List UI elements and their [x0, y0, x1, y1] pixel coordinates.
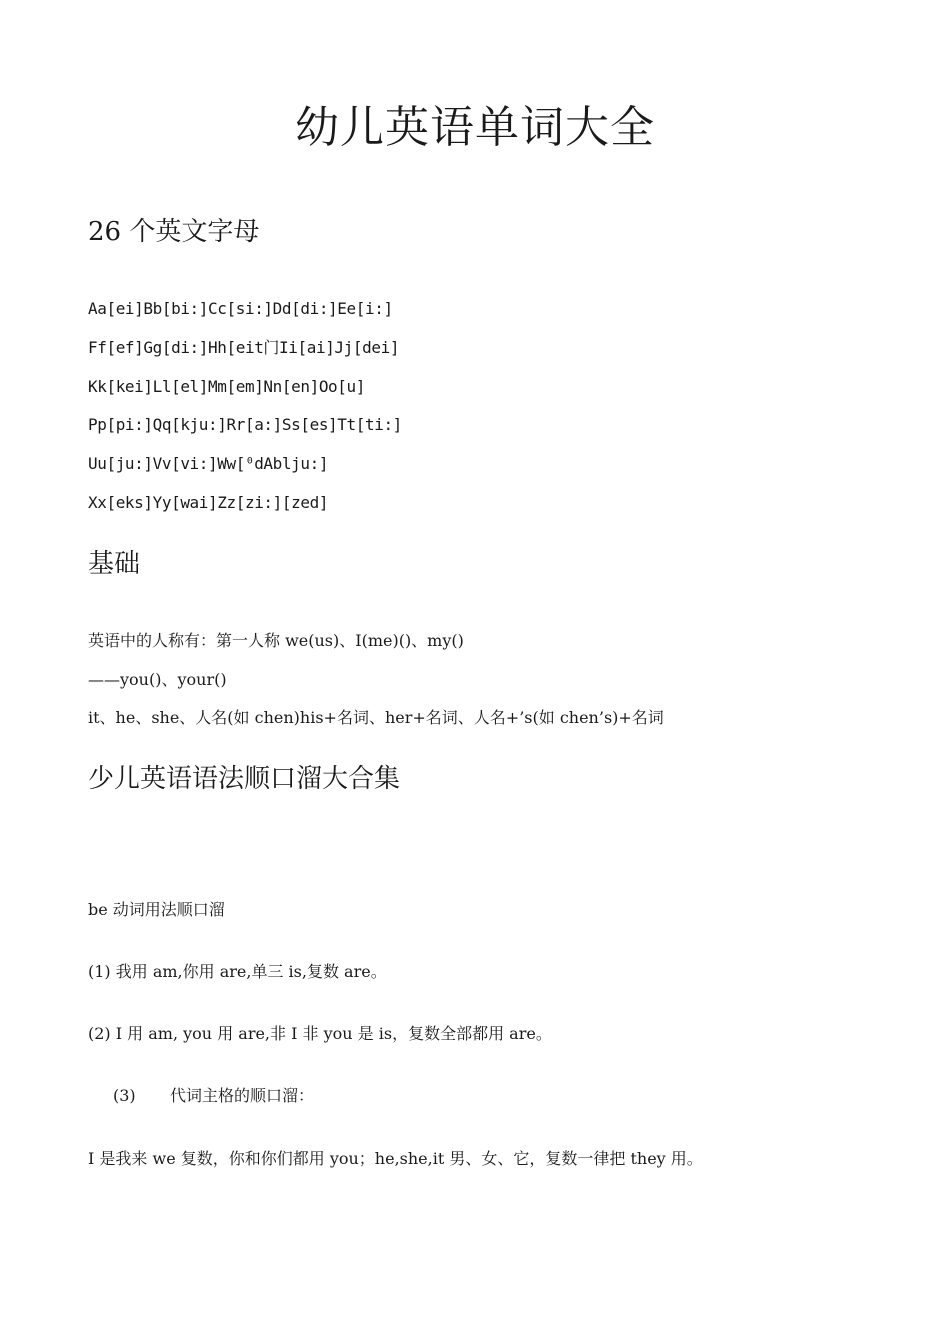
- alphabet-line: Uu[ju:]Vv[vi:]Ww[⁰dAblju:]: [88, 454, 329, 473]
- document-title: 幼儿英语单词大全: [295, 102, 655, 153]
- rhyme-item-3-text: 代词主格的顺口溜：: [170, 1086, 315, 1105]
- rhyme-item-2: (2) I 用 am, you 用 are,非 I 非 you 是 is，复数全部都用 are。: [88, 1024, 552, 1043]
- alphabet-line: Pp[pi:]Qq[kju:]Rr[a:]Ss[es]Tt[ti:]: [88, 415, 402, 434]
- alphabet-line: Aa[ei]Bb[bi:]Cc[si:]Dd[di:]Ee[i:]: [88, 299, 393, 318]
- basics-line: ——you()、your(): [88, 670, 227, 689]
- alphabet-line: Xx[eks]Yy[wai]Zz[zi:][zed]: [88, 493, 329, 512]
- rhymes-subheading: be 动词用法顺口溜: [88, 900, 225, 919]
- basics-line: 英语中的人称有：第一人称 we(us)、I(me)()、my(): [88, 631, 464, 650]
- rhyme-item-1: (1) 我用 am,你用 are,单三 is,复数 are。: [88, 962, 387, 981]
- basics-line: it、he、she、人名(如 chen)his+名词、her+名词、人名+’s(如 chen’s)+名词: [88, 708, 664, 727]
- basics-heading: 基础: [88, 549, 141, 579]
- alphabet-line: Ff[ef]Gg[di:]Hh[eit门Ii[ai]Jj[dei]: [88, 338, 400, 357]
- rhyme-item-3: [113, 1084, 314, 1108]
- alphabet-line: Kk[kei]Ll[el]Mm[em]Nn[en]Oo[u]: [88, 377, 365, 396]
- alphabet-heading: 26 个英文字母: [88, 217, 260, 247]
- rhyme-item-3-label: (3): [113, 1086, 136, 1105]
- rhymes-heading: 少儿英语语法顺口溜大合集: [88, 764, 401, 794]
- rhyme-item-3-body: I 是我来 we 复数，你和你们都用 you；he,she,it 男、女、它，复数一律把 they 用。: [88, 1149, 703, 1168]
